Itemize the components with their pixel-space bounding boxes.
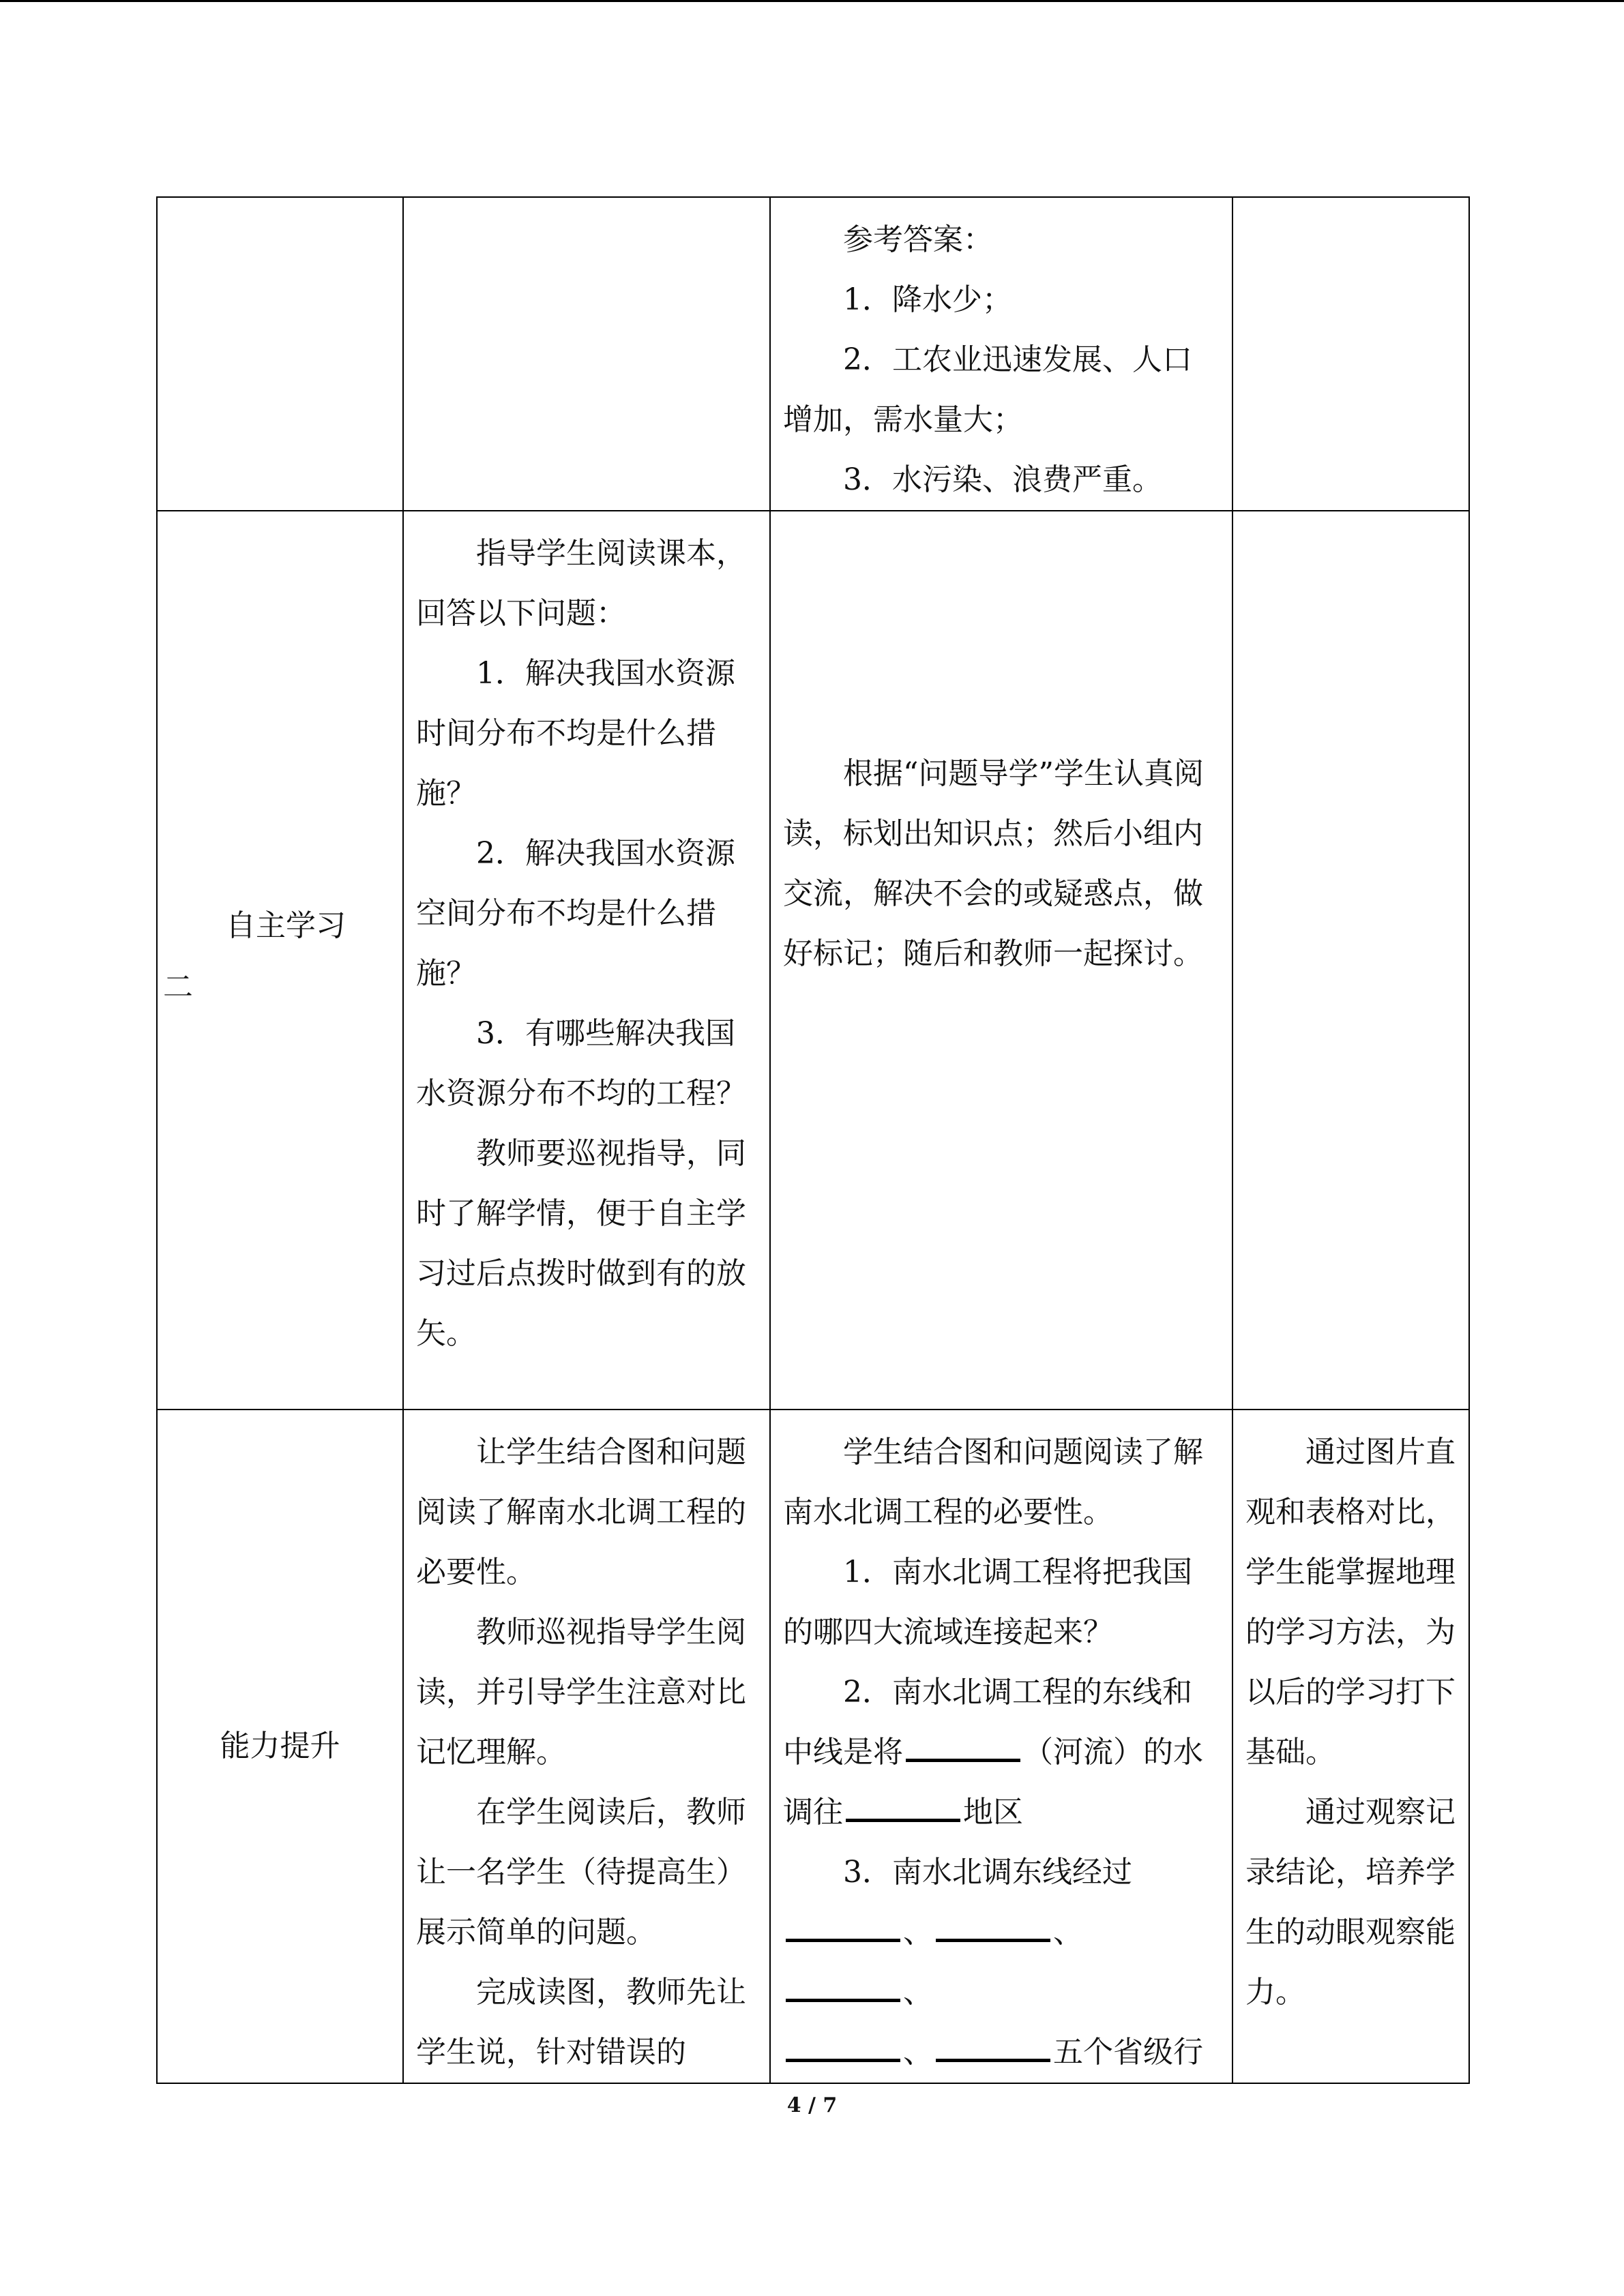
q3-end-text: 五个省级行 [1053,2035,1203,2070]
section-number: 二 [163,970,193,1004]
teacher-text: 指导学生阅读课本，回答以下问题： [416,536,746,631]
separator: 、 [903,2035,933,2070]
cell-student-1 [770,197,1232,511]
cell-teacher-1 [403,197,770,511]
answer-item-2: 2．工农业迅速发展、人口增加，需水量大； [783,342,1192,437]
fill-blank [846,1819,960,1822]
fill-blank [786,1999,900,2002]
fill-blank [936,2059,1050,2062]
q2-text-b: （河流）的水调往 [783,1735,1203,1830]
q3-text-a: 3．南水北调东线经过 [843,1855,1132,1890]
table-row-answers [157,197,1469,511]
top-border-line [0,0,1624,2]
student-question-3 [783,1843,1220,1903]
q2-text-a: 2．南水北调工程的东线和中线是将 [783,1675,1192,1770]
answer-heading: 参考答案： [843,222,993,257]
student-activity-text: 根据“问题导学”学生认真阅读，标划出知识点；然后小组内交流，解决不会的或疑惑点，做好标记；随后和教师一起探讨。 [783,756,1204,971]
cell-teacher-3 [403,1410,770,2083]
separator: 、 [1053,1915,1083,1950]
q2-text-c: 地区 [963,1795,1023,1830]
student-intro: 学生结合图和问题阅读了解南水北调工程的必要性。 [783,1435,1203,1530]
lesson-plan-table [156,196,1470,2084]
stage-label-ability: 能力提升 [220,1729,340,1763]
answer-item-1: 1．降水少； [843,282,1012,317]
teacher-text: 教师要巡视指导，同时了解学情，便于自主学习过后点拨时做到有的放矢。 [416,1136,746,1351]
teacher-question-3: 3．有哪些解决我国水资源分布不均的工程？ [416,1016,746,1111]
student-question-2 [783,1663,1220,1843]
teacher-question-1: 1．解决我国水资源时间分布不均是什么措施？ [416,656,735,811]
cell-student-2 [770,511,1232,1410]
teacher-question-2: 2．解决我国水资源空间分布不均是什么措施？ [416,836,735,991]
table-row-self-study [157,511,1469,1410]
cell-student-3 [770,1410,1232,2083]
teacher-text: 让学生结合图和问题阅读了解南水北调工程的必要性。 [416,1435,746,1590]
student-question-3-blanks [783,1903,1220,1963]
intent-text: 通过图片直观和表格对比，学生能掌握地理的学习方法，为以后的学习打下基础。 [1245,1435,1456,1770]
separator: 、 [903,1975,933,2010]
teacher-text: 在学生阅读后，教师让一名学生（待提高生）展示简单的问题。 [416,1795,746,1950]
cell-stage-2 [157,511,403,1410]
answer-item-3: 3．水污染、浪费严重。 [843,462,1162,497]
teacher-text: 教师巡视指导学生阅读，并引导学生注意对比记忆理解。 [416,1615,746,1770]
teacher-text: 完成读图，教师先让学生说，针对错误的 [416,1975,746,2070]
stage-label-self-study: 自主学习 [226,908,346,943]
fill-blank [936,1939,1050,1942]
cell-intent-3 [1232,1410,1469,2083]
cell-intent-2 [1232,511,1469,1410]
intent-text: 通过观察记录结论，培养学生的动眼观察能力。 [1245,1795,1456,2010]
table-row-ability [157,1410,1469,2083]
student-question-3-blanks [783,2023,1220,2083]
cell-stage-1 [157,197,403,511]
fill-blank [786,2059,900,2062]
separator: 、 [903,1915,933,1950]
fill-blank [786,1939,900,1942]
cell-intent-1 [1232,197,1469,511]
cell-teacher-2 [403,511,770,1410]
student-question-3-blanks [783,1963,1220,2023]
page-number: 4 / 7 [786,2093,838,2117]
cell-stage-3 [157,1410,403,2083]
student-question-1: 1．南水北调工程将把我国的哪四大流域连接起来？ [783,1555,1192,1650]
fill-blank [906,1759,1020,1762]
